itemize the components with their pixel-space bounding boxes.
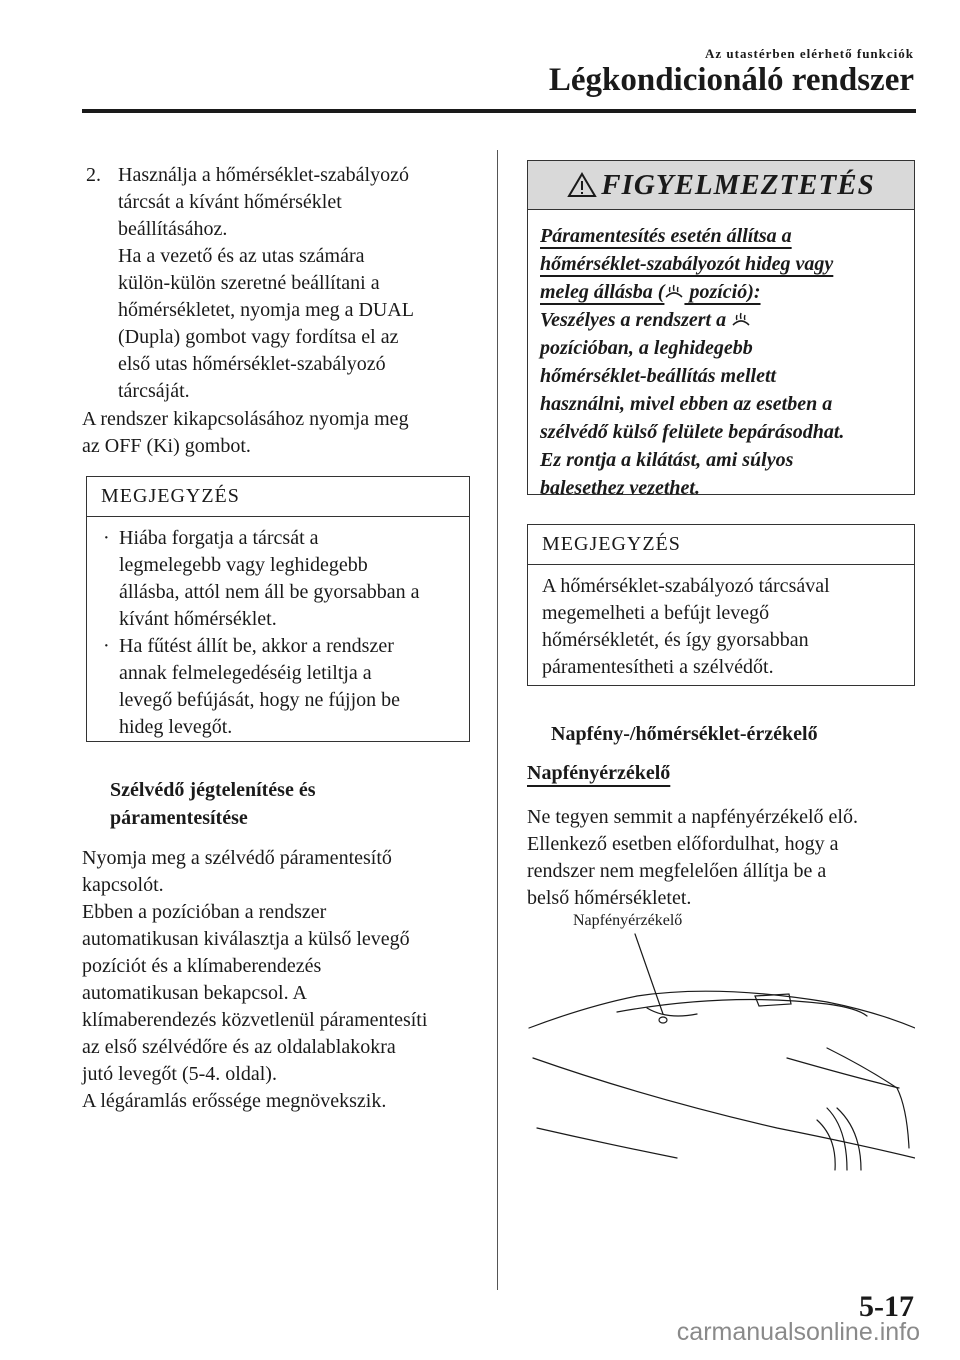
note-box-2 (527, 524, 915, 686)
paragraph-line: Ebben a pozícióban a rendszer (82, 901, 327, 923)
paragraph-line: Ellenkező esetben előfordulhat, hogy a (527, 833, 839, 855)
sun-sensor-paragraph (527, 804, 917, 912)
paragraph-line: az OFF (Ki) gombot. (82, 435, 251, 457)
bullet-dot-icon: · (103, 635, 110, 657)
defroster-icon (664, 283, 684, 301)
step-line: beállításához. (118, 218, 228, 240)
step-number: 2. (86, 164, 101, 186)
note-line: állásba, attól nem áll be gyorsabban a (119, 581, 420, 603)
note-title: MEGJEGYZÉS (528, 525, 914, 565)
step-line: első utas hőmérséklet-szabályozó (118, 353, 386, 375)
paragraph-line: automatikusan bekapcsol. A (82, 982, 307, 1004)
paragraph-line: az első szélvédőre és az oldalablakokra (82, 1036, 396, 1058)
defrost-heading (110, 776, 470, 832)
paragraph-line: belső hőmérsékletet. (527, 887, 692, 909)
paragraph-line: A rendszer kikapcsolásához nyomja meg (82, 408, 409, 430)
warning-line (540, 306, 902, 334)
step-line: (Dupla) gombot vagy fordítsa el az (118, 326, 399, 348)
sensor-heading: Napfény-/hőmérséklet-érzékelő (551, 723, 818, 745)
note-line: hőmérsékletét, és így gyorsabban (542, 629, 809, 651)
warning-header (528, 161, 914, 210)
defrost-paragraph (82, 845, 482, 1115)
warning-text: meleg állásba ( (540, 281, 665, 303)
figure-label: Napfényérzékelő (573, 912, 683, 929)
paragraph-line: Nyomja meg a szélvédő páramentesítő (82, 847, 392, 869)
warning-box (527, 160, 915, 499)
warning-triangle-icon (567, 172, 597, 198)
warning-line: szélvédő külső felülete bepárásodhat. (540, 421, 845, 443)
note-line: levegő befújását, hogy ne fújjon be (119, 689, 401, 711)
step-line: külön-külön szeretné beállítani a (118, 272, 380, 294)
heading-line: Szélvédő jégtelenítése és (110, 779, 316, 801)
warning-text: pozíció): (684, 281, 761, 303)
step-line: hőmérsékletet, nyomja meg a DUAL (118, 299, 415, 321)
note-line: legmelegebb vagy leghidegebb (119, 554, 368, 576)
step-line: tárcsáját. (118, 380, 190, 402)
column-divider (497, 150, 498, 1290)
note-line: megemelheti a befújt levegő (542, 602, 770, 624)
paragraph-line: A légáramlás erőssége megnövekszik. (82, 1090, 387, 1112)
paragraph-line: automatikusan kiválasztja a külső levegő (82, 928, 410, 950)
step-line: Ha a vezető és az utas számára (118, 245, 365, 267)
header-rule (82, 109, 916, 113)
defroster-icon (731, 311, 751, 329)
note-bullet (101, 633, 455, 741)
warning-line: hőmérséklet-szabályozót hideg vagy (540, 253, 834, 275)
dashboard-illustration (527, 908, 915, 1178)
note-bullet (101, 525, 455, 633)
step-line: tárcsát a kívánt hőmérséklet (118, 191, 342, 213)
paragraph-line: pozíciót és a klímaberendezés (82, 955, 322, 977)
warning-text: Veszélyes a rendszert a (540, 309, 732, 331)
step-line: Használja a hőmérséklet-szabályozó (118, 164, 409, 186)
note-line: A hőmérséklet-szabályozó tárcsával (542, 575, 830, 597)
warning-line: hőmérséklet-beállítás mellett (540, 365, 777, 387)
warning-line: használni, mivel ebben az esetben a (540, 393, 833, 415)
note-line: Ha fűtést állít be, akkor a rendszer (119, 635, 394, 657)
warning-line: pozícióban, a leghidegebb (540, 337, 753, 359)
note-line: hideg levegőt. (119, 716, 233, 738)
warning-line (540, 278, 902, 306)
warning-line: balesethez vezethet. (540, 477, 700, 499)
sun-sensor-subheading: Napfényérzékelő (527, 762, 671, 784)
section-title: Az utastérben elérhető funkciók (704, 46, 914, 61)
warning-line: Páramentesítés esetén állítsa a (540, 225, 792, 247)
bullet-dot-icon: · (103, 527, 110, 549)
step-2 (86, 162, 486, 405)
paragraph-line: rendszer nem megfelelően állítja be a (527, 860, 827, 882)
warning-line: Ez rontja a kilátást, ami súlyos (540, 449, 794, 471)
paragraph-line: klímaberendezés közvetlenül páramentesíti (82, 1009, 428, 1031)
note-box-1 (86, 476, 470, 742)
watermark: carmanualsonline.info (676, 1318, 920, 1346)
page-number: 5-17 (859, 1290, 914, 1323)
paragraph-line: kapcsolót. (82, 874, 164, 896)
warning-title: FIGYELMEZTETÉS (601, 168, 875, 201)
note-line: Hiába forgatja a tárcsát a (119, 527, 319, 549)
page-title: Légkondicionáló rendszer (548, 62, 914, 98)
note-title: MEGJEGYZÉS (87, 477, 469, 517)
off-instruction (82, 406, 482, 460)
paragraph-line: Ne tegyen semmit a napfényérzékelő elő. (527, 806, 858, 828)
note-line: kívánt hőmérséklet. (119, 608, 277, 630)
note-line: annak felmelegedéséig letiltja a (119, 662, 372, 684)
sun-sensor-figure (527, 908, 915, 1178)
note-line: páramentesítheti a szélvédőt. (542, 656, 774, 678)
heading-line: páramentesítése (110, 807, 248, 829)
paragraph-line: jutó levegőt (5-4. oldal). (82, 1063, 277, 1085)
